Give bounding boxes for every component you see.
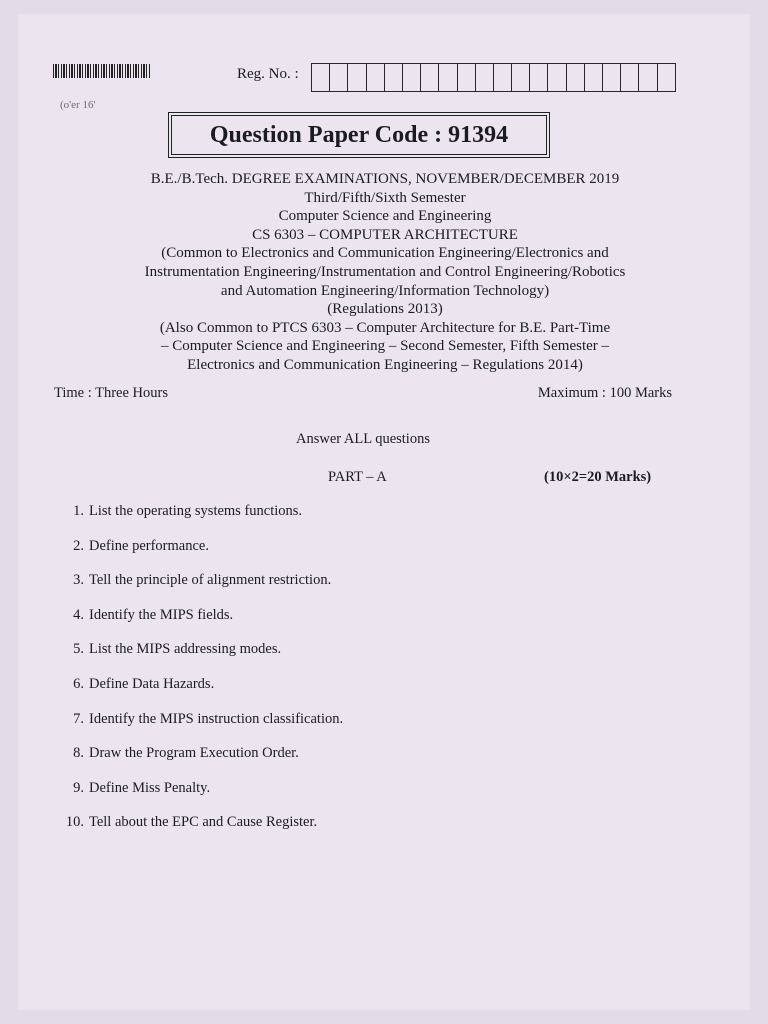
common-line-2: Instrumentation Engineering/Instrumentation and Control Engineering/Robotics: [144, 263, 626, 280]
reg-no-label: Reg. No. :: [237, 66, 299, 82]
question-text: Draw the Program Execution Order.: [89, 745, 299, 761]
question-text: Tell about the EPC and Cause Register.: [89, 814, 318, 830]
question-number: 10.: [65, 814, 84, 830]
question-number: 5.: [73, 641, 84, 657]
reg-no-digit-box[interactable]: [311, 63, 330, 92]
regulations: (Regulations 2013): [327, 301, 443, 318]
also-common-line-1: (Also Common to PTCS 6303 – Computer Architecture for B.E. Part-Time: [159, 319, 611, 336]
question-text: List the MIPS addressing modes.: [89, 641, 282, 657]
reg-no-digit-box[interactable]: [493, 63, 512, 92]
question-number: 3.: [73, 572, 84, 588]
question-number: 4.: [73, 607, 84, 623]
question-item: [54, 503, 302, 520]
exam-header: [40, 170, 730, 375]
question-text: Identify the MIPS fields.: [89, 607, 234, 623]
exam-title: B.E./B.Tech. DEGREE EXAMINATIONS, NOVEMBER/DECEMBER 2019: [150, 171, 620, 187]
reg-no-digit-box[interactable]: [657, 63, 676, 92]
reg-no-digit-box[interactable]: [384, 63, 403, 92]
question-number: 7.: [73, 711, 84, 727]
part-title: PART – A: [328, 469, 387, 485]
barcode: [53, 64, 150, 78]
also-common-line-2: – Computer Science and Engineering – Second Semester, Fifth Semester –: [160, 338, 610, 355]
reg-no-digit-box[interactable]: [366, 63, 385, 92]
reg-no-digit-box[interactable]: [638, 63, 657, 92]
question-item: [54, 711, 343, 728]
reg-no-digit-box[interactable]: [402, 63, 421, 92]
question-text: List the operating systems functions.: [89, 503, 303, 519]
reg-no-boxes[interactable]: [312, 63, 676, 92]
part-marks: (10×2=20 Marks): [544, 469, 652, 485]
question-text: Define Data Hazards.: [89, 676, 215, 692]
question-number: 9.: [73, 780, 84, 796]
common-line-1: (Common to Electronics and Communication Engineering/Electronics and: [161, 245, 609, 262]
time-marks-row: [54, 385, 672, 402]
question-paper-code: Question Paper Code : 91394: [171, 115, 547, 155]
course-title: CS 6303 – COMPUTER ARCHITECTURE: [252, 226, 518, 243]
reg-no-digit-box[interactable]: [620, 63, 639, 92]
reg-no-digit-box[interactable]: [511, 63, 530, 92]
reg-no-digit-box[interactable]: [457, 63, 476, 92]
question-item: [54, 780, 210, 797]
question-number: 1.: [73, 503, 84, 519]
reg-no-digit-box[interactable]: [547, 63, 566, 92]
reg-no-digit-box[interactable]: [529, 63, 548, 92]
question-text: Define Miss Penalty.: [89, 780, 211, 796]
question-item: [54, 814, 317, 831]
question-item: [54, 676, 214, 693]
question-number: 8.: [73, 745, 84, 761]
reg-no-digit-box[interactable]: [420, 63, 439, 92]
reg-no-digit-box[interactable]: [584, 63, 603, 92]
common-line-3: and Automation Engineering/Information Technology): [220, 282, 550, 299]
question-item: [54, 607, 233, 624]
reg-no-digit-box[interactable]: [602, 63, 621, 92]
reg-no-digit-box[interactable]: [347, 63, 366, 92]
question-text: Tell the principle of alignment restriction.: [89, 572, 332, 588]
reg-no-digit-box[interactable]: [329, 63, 348, 92]
department: Computer Science and Engineering: [278, 208, 492, 225]
maximum-marks: Maximum : 100 Marks: [537, 385, 672, 401]
semester: Third/Fifth/Sixth Semester: [304, 189, 466, 206]
question-text: Define performance.: [89, 538, 209, 554]
question-item: [54, 572, 331, 589]
reg-no-digit-box[interactable]: [475, 63, 494, 92]
question-text: Identify the MIPS instruction classification.: [89, 711, 344, 727]
serial-mark: (o'er 16': [60, 99, 96, 111]
also-common-line-3: Electronics and Communication Engineering – Regulations 2014): [187, 356, 583, 373]
instruction: Answer ALL questions: [296, 431, 430, 447]
time-allowed: Time : Three Hours: [54, 385, 168, 401]
question-item: [54, 538, 209, 555]
question-item: [54, 641, 281, 658]
reg-no-digit-box[interactable]: [566, 63, 585, 92]
question-item: [54, 745, 299, 762]
reg-no-digit-box[interactable]: [438, 63, 457, 92]
question-number: 2.: [73, 538, 84, 554]
question-number: 6.: [73, 676, 84, 692]
